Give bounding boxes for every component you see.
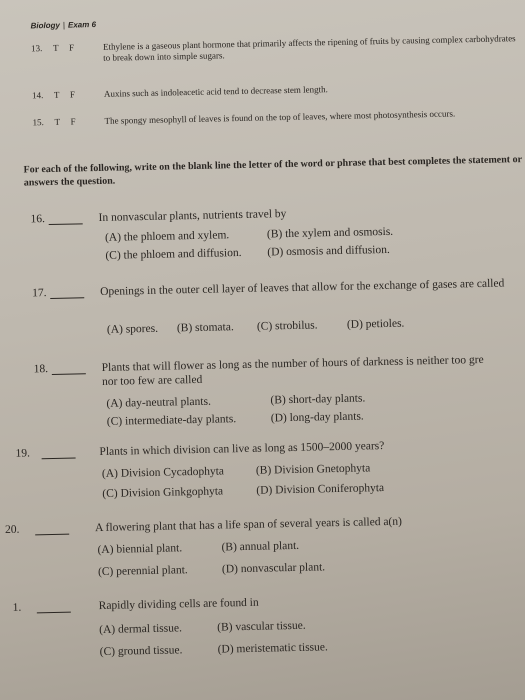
- option-d[interactable]: (D) nonvascular plant.: [221, 561, 326, 576]
- option-c[interactable]: (C) perennial plant.: [97, 564, 188, 579]
- header-separator: |: [62, 20, 66, 30]
- option-c[interactable]: (C) ground tissue.: [99, 644, 183, 659]
- page-header: [30, 20, 96, 30]
- true-option[interactable]: T: [53, 89, 60, 100]
- mc-question-21: [13, 591, 525, 672]
- option-b[interactable]: (B) the xylem and osmosis.: [266, 225, 394, 241]
- option-d[interactable]: (D) petioles.: [346, 317, 405, 331]
- option-c[interactable]: (C) intermediate-day plants.: [106, 413, 237, 428]
- question-number: 13.: [30, 43, 43, 54]
- question-text: Rapidly dividing cells are found in: [98, 596, 259, 613]
- question-text: Openings in the outer cell layer of leaves that allow for the exchange of gases are called: [100, 277, 505, 298]
- option-c[interactable]: (C) the phloem and diffusion.: [105, 246, 242, 262]
- course-name: Biology: [30, 20, 60, 31]
- option-b[interactable]: (B) stomata.: [176, 321, 234, 335]
- false-option[interactable]: F: [69, 89, 76, 100]
- exam-page: [4, 2, 525, 700]
- true-option[interactable]: T: [54, 116, 61, 127]
- mc-question-17: [32, 277, 525, 348]
- answer-blank[interactable]: [35, 534, 69, 536]
- question-statement: Ethylene is a gaseous plant hormone that primarily affects the ripening of fruits by causing complex carbohydrates to break down into simple sugars.: [102, 33, 516, 63]
- question-number: 15.: [32, 117, 44, 128]
- option-a[interactable]: (A) the phloem and xylem.: [104, 229, 230, 244]
- option-d[interactable]: (D) meristematic tissue.: [217, 641, 328, 656]
- answer-blank[interactable]: [42, 458, 76, 460]
- option-b[interactable]: (B) short-day plants.: [270, 392, 366, 407]
- option-d[interactable]: (D) osmosis and diffusion.: [267, 243, 390, 259]
- option-a[interactable]: (A) dermal tissue.: [99, 622, 183, 637]
- tf-question-14: [32, 80, 525, 104]
- false-option[interactable]: F: [68, 42, 75, 53]
- question-statement: The spongy mesophyll of leaves is found on the top of leaves, where most photosynthesis occurs.: [104, 108, 456, 126]
- question-number: 14.: [31, 90, 44, 101]
- question-text-line1: Plants that will flower as long as the number of hours of darkness is neither too gre: [101, 353, 484, 374]
- question-number: 1.: [12, 601, 22, 614]
- question-text: Plants in which division can live as long as 1500–2000 years?: [99, 440, 385, 459]
- question-number: 18.: [33, 363, 49, 376]
- option-b[interactable]: (B) annual plant.: [221, 539, 300, 554]
- mc-question-16: [30, 203, 525, 270]
- question-statement: Auxins such as indoleacetic acid tend to decrease stem length.: [103, 84, 328, 99]
- tf-question-13: [31, 33, 525, 67]
- option-d[interactable]: (D) Division Coniferophyta: [256, 482, 385, 497]
- question-text: In nonvascular plants, nutrients travel by: [98, 208, 287, 224]
- answer-blank[interactable]: [52, 373, 86, 375]
- question-number: 20.: [4, 523, 20, 537]
- exam-title: Exam 6: [67, 19, 97, 30]
- answer-blank[interactable]: [50, 297, 84, 299]
- question-text: A flowering plant that has a life span of several years is called a(n): [94, 515, 403, 535]
- answer-blank[interactable]: [49, 223, 83, 225]
- option-b[interactable]: (B) vascular tissue.: [217, 619, 306, 634]
- option-c[interactable]: (C) strobilus.: [256, 319, 318, 333]
- option-a[interactable]: (A) spores.: [106, 322, 159, 336]
- false-option[interactable]: F: [70, 116, 76, 127]
- option-a[interactable]: (A) day-neutral plants.: [106, 395, 212, 410]
- option-a[interactable]: (A) biennial plant.: [97, 542, 183, 557]
- option-b[interactable]: (B) Division Gnetophyta: [255, 462, 371, 477]
- option-a[interactable]: (A) Division Cycadophyta: [101, 465, 225, 480]
- tf-question-15: [32, 107, 525, 141]
- mc-question-18: [34, 352, 525, 433]
- true-option[interactable]: T: [52, 42, 59, 53]
- option-c[interactable]: (C) Division Ginkgophyta: [102, 485, 224, 500]
- question-number: 19.: [15, 447, 31, 460]
- mc-question-20: [5, 513, 525, 586]
- instructions: For each of the following, write on the blank line the letter of the word or phrase that best completes the statement or answers the question.: [23, 154, 522, 189]
- question-number: 16.: [30, 213, 46, 226]
- question-number: 17.: [32, 287, 47, 300]
- question-text-line2: nor too few are called: [101, 373, 203, 388]
- option-d[interactable]: (D) long-day plants.: [270, 410, 364, 425]
- answer-blank[interactable]: [37, 612, 71, 614]
- mc-question-19: [15, 437, 525, 508]
